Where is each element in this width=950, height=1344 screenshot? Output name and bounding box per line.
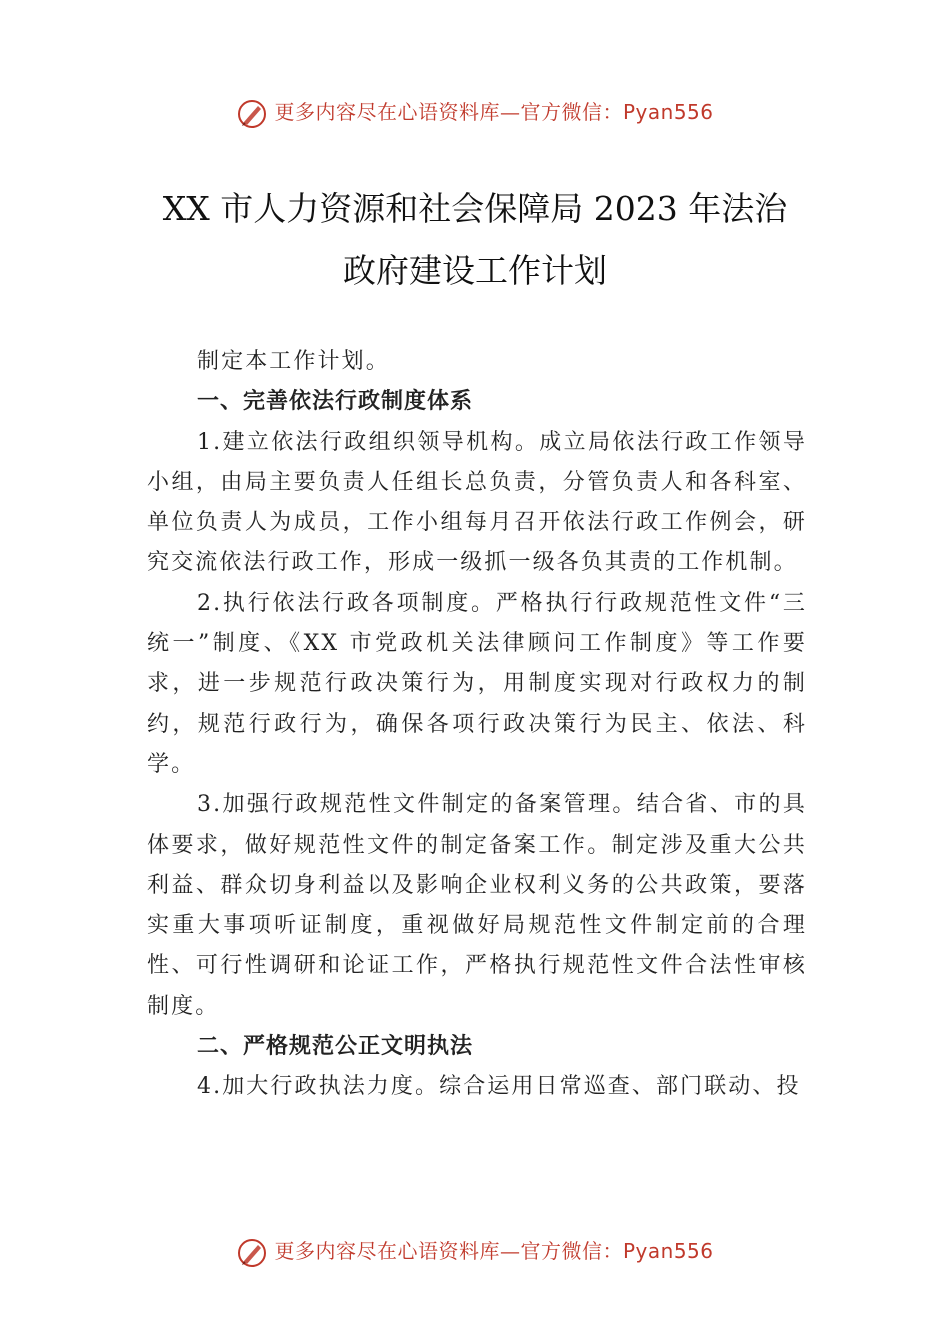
document-title <box>0 178 950 302</box>
pen-logo-icon <box>236 98 268 130</box>
watermark-wechat-id: Pyan556 <box>622 1239 714 1263</box>
paragraph: 1.建立依法行政组织领导机构。成立局依法行政工作领导小组，由局主要负责人任组长总负责，分管负责人和各科室、单位负责人为成员，工作小组每月召开依法行政工作例会，研究交流依法行政工作，形成一级抓一级各负其责的工作机制。 <box>147 429 807 576</box>
watermark-text: 更多内容尽在心语资料库—官方微信： <box>274 100 623 124</box>
paragraph: 2.执行依法行政各项制度。严格执行行政规范性文件“三统一”制度、《XX 市党政机关法律顾问工作制度》等工作要求，进一步规范行政决策行为，用制度实现对行政权力的制约，规范行政行为，确保各项行政决策行为民主、依法、科学。 <box>147 590 807 777</box>
watermark-wechat-id: Pyan556 <box>622 100 714 124</box>
paragraph: 4.加大行政执法力度。综合运用日常巡查、部门联动、投 <box>197 1074 801 1100</box>
document-body <box>147 342 807 1108</box>
section-heading: 二、严格规范公正文明执法 <box>197 1034 474 1060</box>
watermark-footer <box>0 1235 950 1269</box>
title-line-2: 政府建设工作计划 <box>343 251 607 290</box>
watermark-header <box>0 96 950 130</box>
section-heading: 一、完善依法行政制度体系 <box>197 389 474 415</box>
paragraph: 3.加强行政规范性文件制定的备案管理。结合省、市的具体要求，做好规范性文件的制定备案工作。制定涉及重大公共利益、群众切身利益以及影响企业权利义务的公共政策，要落实重大事项听证制度，重视做好局规范性文件制定前的合理性、可行性调研和论证工作，严格执行规范性文件合法性审核制度。 <box>147 792 807 1019</box>
pen-logo-icon <box>236 1237 268 1269</box>
paragraph: 制定本工作计划。 <box>197 349 390 374</box>
watermark-text: 更多内容尽在心语资料库—官方微信： <box>274 1239 623 1263</box>
title-line-1: XX 市人力资源和社会保障局 2023 年法治 <box>162 189 788 228</box>
